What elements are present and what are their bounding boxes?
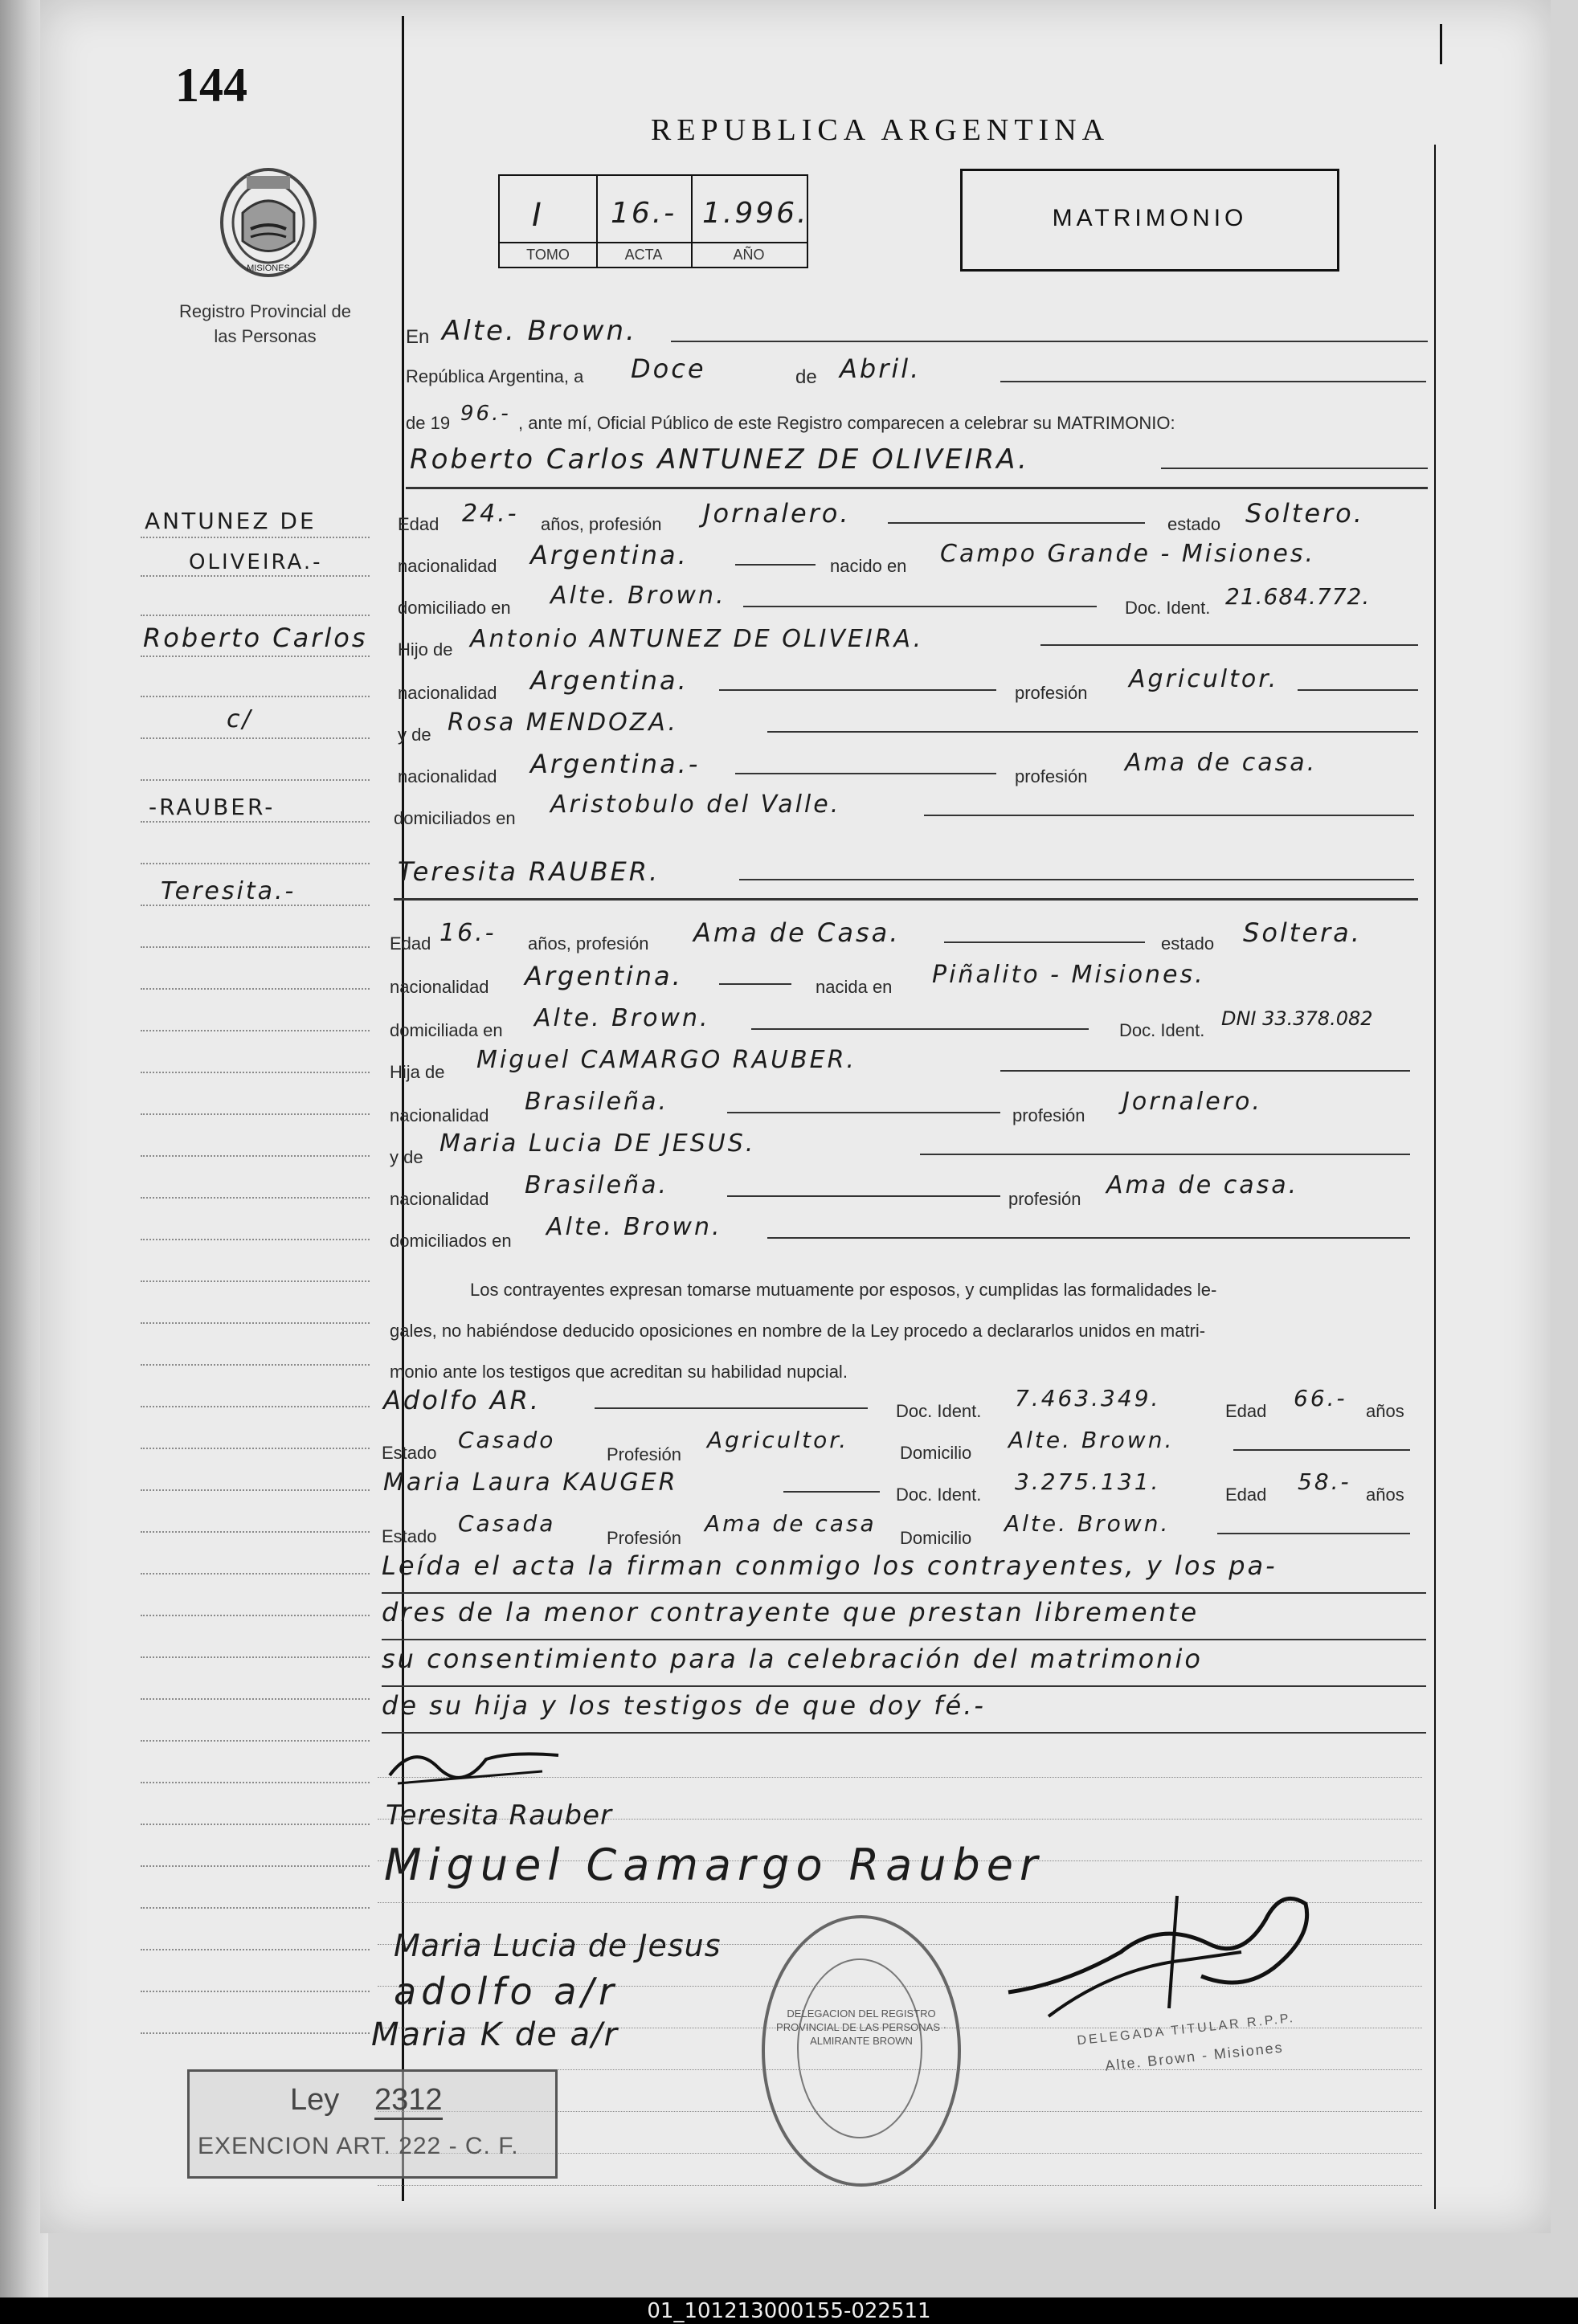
groom-address-row	[398, 582, 1434, 617]
margin-rule	[141, 575, 370, 577]
groom-birthplace: Campo Grande - Misiones.	[940, 540, 1316, 568]
witness-1-row	[382, 1383, 1434, 1419]
margin-rule	[141, 1573, 370, 1575]
margin-rule	[141, 1280, 370, 1282]
province-emblem-icon	[219, 165, 319, 281]
groom-name: Roberto Carlos ANTUNEZ DE OLIVEIRA.	[410, 443, 1029, 476]
ano-value: 1.996.	[702, 197, 809, 230]
margin-rule	[141, 1155, 370, 1157]
officer-stamp-line-2: Alte. Brown - Misiones	[1104, 2039, 1285, 2074]
nacionalidad-label: nacionalidad	[398, 683, 497, 703]
margin-rule	[141, 1698, 370, 1700]
anos-label: años	[1366, 1485, 1404, 1505]
domicilio-label: Domicilio	[900, 1443, 972, 1463]
witness-2-profession: Ama de casa	[705, 1510, 877, 1537]
margin-rule	[141, 696, 370, 697]
groom-nationality: Argentina.	[530, 540, 689, 570]
bride-father-nationality: Brasileña.	[525, 1088, 668, 1116]
margin-rule	[141, 779, 370, 781]
place-value: Alte. Brown.	[442, 315, 637, 347]
edad-label: Edad	[1225, 1401, 1267, 1421]
note-line: dres de la menor contrayente que prestan libremente	[382, 1594, 1426, 1640]
witness-1-address: Alte. Brown.	[1008, 1427, 1175, 1453]
margin-rule	[141, 1072, 370, 1073]
nacido-label: nacido en	[830, 556, 907, 576]
doc-ident-label: Doc. Ident.	[896, 1485, 982, 1505]
witness-1-details-row	[382, 1425, 1434, 1464]
note-line: de su hija y los testigos de que doy fé.-	[382, 1687, 1426, 1734]
groom-mother: Rosa MENDOZA.	[448, 709, 678, 737]
margin-rule	[141, 1197, 370, 1199]
groom-profession: Jornalero.	[703, 498, 851, 529]
registry-name: Registro Provincial de las Personas	[179, 301, 351, 346]
witness-2-address: Alte. Brown.	[1004, 1510, 1171, 1537]
bride-father: Miguel CAMARGO RAUBER.	[476, 1046, 856, 1074]
groom-father-profession: Agricultor.	[1129, 665, 1279, 693]
margin-rule	[141, 615, 370, 616]
hija-de-label: Hija de	[390, 1062, 445, 1082]
profesion-label: Profesión	[607, 1444, 681, 1464]
margin-rule	[141, 1656, 370, 1658]
domiciliado-label: domiciliado en	[398, 598, 511, 618]
nacionalidad-label: nacionalidad	[390, 977, 489, 997]
intro-text: , ante mí, Oficial Público de este Registro comparecen a celebrar su MATRIMONIO:	[518, 413, 1175, 433]
witness-1-status: Casado	[458, 1427, 556, 1453]
margin-rule	[141, 1406, 370, 1407]
exemption-text: EXENCION ART. 222 - C. F.	[198, 2133, 519, 2159]
estado-label: estado	[1161, 933, 1215, 954]
witness-1-doc: 7.463.349.	[1015, 1385, 1161, 1411]
place-row	[406, 315, 1434, 350]
groom-parents-address-row	[394, 790, 1434, 826]
country-title: REPUBLICA ARGENTINA	[651, 113, 1110, 147]
margin-rule	[141, 737, 370, 739]
y-de-label: y de	[390, 1147, 423, 1167]
declaration-line: gales, no habiéndose deducido oposiciones en nombre de la Ley procedo a declararlos unidos en matri-	[390, 1321, 1206, 1341]
groom-mother-profession: Ama de casa.	[1125, 749, 1318, 777]
acta-label: ACTA	[624, 247, 663, 263]
groom-father-row	[398, 623, 1434, 659]
groom-age: 24.-	[462, 500, 519, 528]
margin-rule	[141, 1907, 370, 1909]
groom-status: Soltero.	[1245, 498, 1364, 529]
y-de-label: y de	[398, 725, 431, 745]
margin-rule	[141, 1322, 370, 1324]
estado-label: Estado	[382, 1526, 437, 1546]
bride-nationality: Argentina.	[525, 961, 683, 991]
groom-mother-row	[398, 707, 1434, 745]
bride-address-row	[390, 1004, 1434, 1039]
witness-2-age: 58.-	[1298, 1468, 1351, 1495]
year-value: 96.-	[460, 402, 511, 426]
bride-name-row	[394, 853, 1434, 898]
bride-parents-address: Alte. Brown.	[546, 1213, 722, 1241]
groom-father: Antonio ANTUNEZ DE OLIVEIRA.	[470, 625, 924, 653]
ruled-line	[378, 2185, 1422, 2186]
margin-rule	[141, 1239, 370, 1240]
bride-doc: DNI 33.378.082	[1221, 1007, 1373, 1030]
declaration-text	[390, 1269, 1418, 1392]
en-label: En	[406, 326, 430, 348]
emblem-caption: MISIONES	[247, 263, 290, 273]
bride-parents-address-row	[390, 1213, 1434, 1251]
bride-mother: Maria Lucia DE JESUS.	[439, 1129, 756, 1158]
signature-bride: Teresita Rauber	[386, 1799, 613, 1832]
footer-bar	[0, 2297, 1578, 2324]
bride-mother-row	[390, 1129, 1434, 1165]
margin-rule	[141, 1865, 370, 1867]
bride-mother-nationality-row	[390, 1171, 1434, 1207]
witness-1-age: 66.-	[1294, 1385, 1347, 1411]
margin-rule	[141, 1113, 370, 1115]
declaration-line: Los contrayentes expresan tomarse mutuamente por esposos, y cumplidas las formalidades le-	[470, 1280, 1217, 1300]
witness-2-status: Casada	[458, 1510, 556, 1537]
margin-rule	[141, 1615, 370, 1616]
signature-bride-father: Miguel Camargo Rauber	[384, 1840, 1045, 1890]
margin-rule	[141, 1949, 370, 1950]
ano-label: AÑO	[733, 247, 765, 263]
margin-rule	[141, 1740, 370, 1742]
act-type-box	[960, 169, 1339, 272]
estado-label: estado	[1167, 514, 1221, 534]
bride-age-row	[390, 917, 1434, 953]
note-line: Leída el acta la firman conmigo los contrayentes, y los pa-	[382, 1550, 1426, 1594]
seal-text: DELEGACION DEL REGISTRO PROVINCIAL DE LAS PERSONAS · ALMIRANTE BROWN	[776, 2007, 946, 2047]
bride-mother-nationality: Brasileña.	[525, 1171, 668, 1199]
groom-nationality-row	[398, 540, 1434, 575]
groom-mother-nationality: Argentina.-	[530, 749, 701, 779]
day-value: Doce	[631, 353, 706, 384]
margin-surname-2: OLIVEIRA.-	[189, 550, 323, 574]
margin-rule	[141, 1531, 370, 1533]
bride-birthplace: Piñalito - Misiones.	[932, 961, 1205, 989]
anos-label: años	[1366, 1401, 1404, 1421]
margin-surname-1: ANTUNEZ DE	[145, 508, 317, 534]
groom-mother-nationality-row	[398, 749, 1434, 784]
margin-rule	[141, 1782, 370, 1783]
margin-rule	[141, 988, 370, 990]
witness-1-profession: Agricultor.	[707, 1427, 849, 1453]
nacionalidad-label: nacionalidad	[398, 766, 497, 786]
republica-label: República Argentina, a	[406, 366, 584, 386]
margin-rule	[141, 1489, 370, 1491]
bride-father-nationality-row	[390, 1088, 1434, 1123]
margin-rule	[141, 905, 370, 906]
margin-bride-surname: -RAUBER-	[149, 794, 276, 820]
domiciliados-label: domiciliados en	[394, 808, 516, 828]
margin-rule	[141, 1364, 370, 1366]
margin-with: c/	[227, 705, 253, 733]
bride-mother-profession: Ama de casa.	[1106, 1171, 1299, 1199]
edad-label: Edad	[390, 933, 431, 954]
witness-1-name: Adolfo AR.	[383, 1385, 541, 1415]
tomo-label: TOMO	[526, 247, 570, 263]
doc-ident-label: Doc. Ident.	[1125, 598, 1211, 618]
margin-rule	[141, 1030, 370, 1031]
margin-rule	[141, 537, 370, 538]
profesion-label: Profesión	[607, 1528, 681, 1548]
witness-2-row	[382, 1467, 1434, 1505]
year-row	[406, 402, 1434, 437]
record-number-box	[498, 174, 808, 268]
domicilio-label: Domicilio	[900, 1528, 972, 1548]
nacionalidad-label: nacionalidad	[390, 1189, 489, 1209]
year-prefix: de 19	[406, 413, 451, 433]
margin-rule	[141, 863, 370, 864]
image-identifier: 01_101213000155-022511	[647, 2299, 931, 2323]
nacionalidad-label: nacionalidad	[398, 556, 497, 576]
margin-rule	[141, 2032, 370, 2034]
estado-label: Estado	[382, 1443, 437, 1463]
groom-father-nationality-row	[398, 665, 1434, 703]
ley-number: 2312	[374, 2083, 443, 2120]
date-row	[406, 353, 1434, 389]
margin-rule	[141, 656, 370, 657]
doc-ident-label: Doc. Ident.	[1119, 1020, 1205, 1040]
month-value: Abril.	[840, 353, 922, 384]
margin-rule	[141, 946, 370, 948]
margin-given-names: Roberto Carlos	[143, 623, 368, 653]
signature-witness-2: Maria K de a/r	[371, 2016, 619, 2053]
doc-ident-label: Doc. Ident.	[896, 1401, 982, 1421]
margin-rule	[141, 1991, 370, 1992]
officer-stamp-line-1: DELEGADA TITULAR R.P.P.	[1076, 2011, 1296, 2048]
anos-profesion-label: años, profesión	[528, 933, 649, 954]
bride-profession: Ama de Casa.	[693, 917, 901, 948]
officer-initial-signature	[382, 1735, 574, 1791]
profesion-label: profesión	[1015, 766, 1088, 786]
witness-2-details-row	[382, 1509, 1434, 1548]
closing-notes	[382, 1550, 1426, 1734]
edad-label: Edad	[1225, 1485, 1267, 1505]
witness-2-name: Maria Laura KAUGER	[383, 1468, 678, 1497]
note-line: su consentimiento para la celebración del matrimonio	[382, 1640, 1426, 1687]
registry-seal	[762, 1915, 961, 2187]
right-border	[1434, 145, 1436, 2209]
groom-father-nationality: Argentina.	[530, 665, 689, 696]
bride-father-profession: Jornalero.	[1122, 1088, 1262, 1116]
groom-doc: 21.684.772.	[1225, 583, 1371, 610]
groom-age-row	[398, 498, 1434, 533]
declaration-line: monio ante los testigos que acreditan su habilidad nupcial.	[390, 1362, 848, 1382]
profesion-label: profesión	[1012, 1105, 1085, 1125]
de-label: de	[795, 366, 817, 388]
signature-witness-1: adolfo a/r	[394, 1970, 619, 2013]
edad-label: Edad	[398, 514, 439, 534]
hijo-de-label: Hijo de	[398, 639, 453, 660]
nacida-label: nacida en	[816, 977, 893, 997]
profesion-label: profesión	[1015, 683, 1088, 703]
margin-rule	[141, 821, 370, 823]
groom-address: Alte. Brown.	[550, 582, 726, 610]
tomo-value: I	[532, 197, 544, 234]
folio-number: 144	[175, 59, 247, 112]
margin-rule	[141, 1448, 370, 1449]
nacionalidad-label: nacionalidad	[390, 1105, 489, 1125]
bride-father-row	[390, 1046, 1434, 1081]
top-right-mark	[1440, 24, 1442, 64]
domiciliados-label: domiciliados en	[390, 1231, 512, 1251]
groom-parents-address: Aristobulo del Valle.	[550, 790, 841, 819]
bride-name: Teresita RAUBER.	[398, 856, 660, 887]
bride-nationality-row	[390, 961, 1434, 996]
margin-bride-name: Teresita.-	[161, 877, 296, 905]
bride-status: Soltera.	[1243, 917, 1362, 948]
bride-address: Alte. Brown.	[534, 1004, 710, 1032]
margin-rule	[141, 1824, 370, 1825]
profesion-label: profesión	[1008, 1189, 1081, 1209]
act-type-label: MATRIMONIO	[1052, 205, 1248, 231]
anos-profesion-label: años, profesión	[541, 514, 662, 534]
bride-age: 16.-	[439, 919, 497, 947]
domiciliada-label: domiciliada en	[390, 1020, 503, 1040]
law-exemption-stamp	[187, 2069, 558, 2179]
signature-bride-mother: Maria Lucia de Jesus	[394, 1928, 722, 1963]
acta-value: 16.-	[611, 197, 677, 230]
witness-2-doc: 3.275.131.	[1015, 1468, 1161, 1495]
ley-label: Ley	[290, 2083, 340, 2117]
groom-name-row	[406, 440, 1434, 480]
